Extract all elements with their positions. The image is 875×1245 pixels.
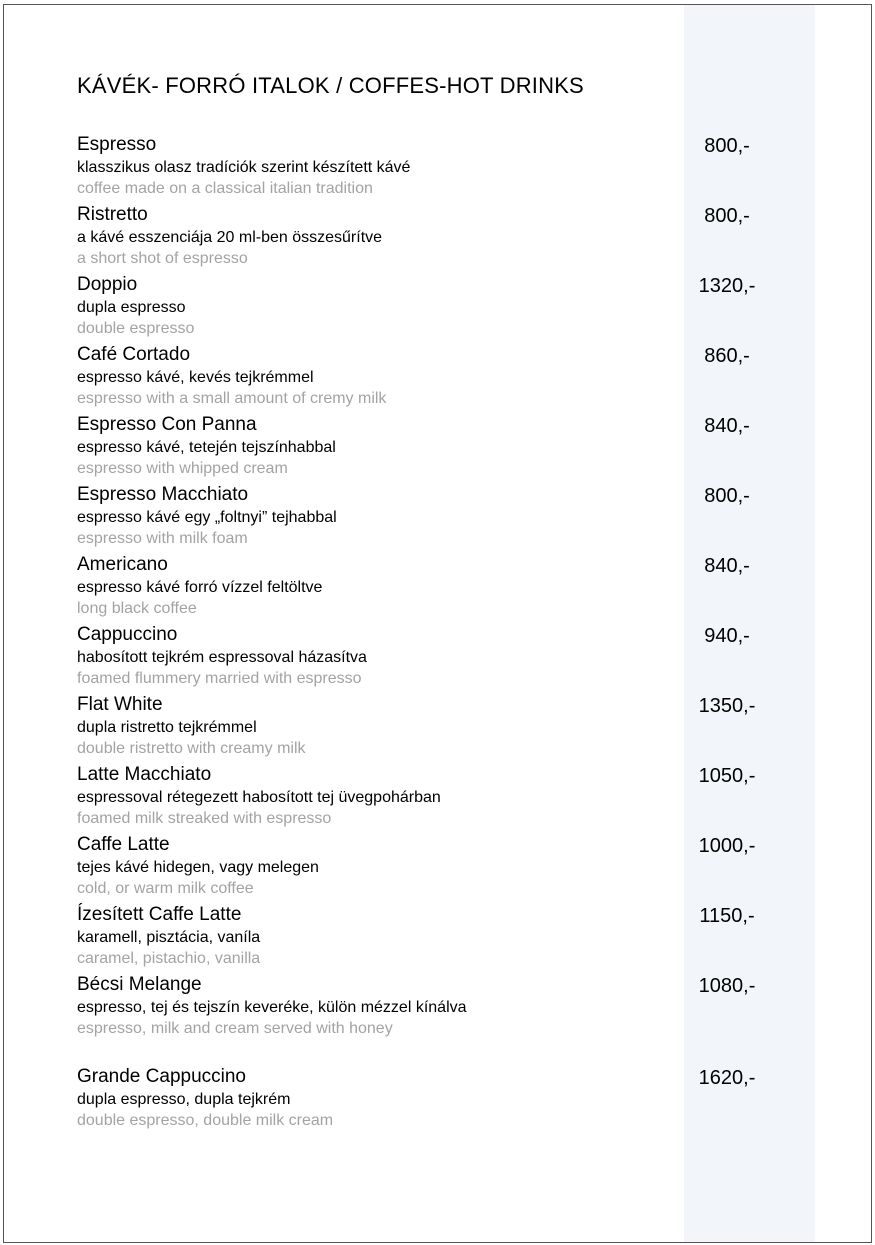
item-description-hungarian: dupla ristretto tejkrémmel [77,719,257,736]
item-price: 860,- [704,345,750,367]
item-description-english: espresso, milk and cream served with honey [77,1020,393,1037]
item-description-hungarian: tejes kávé hidegen, vagy melegen [77,859,319,876]
menu-item-americano [77,553,787,623]
item-description-english: coffee made on a classical italian tradition [77,180,373,197]
item-name: Flat White [77,694,163,715]
item-name: Doppio [77,274,138,295]
item-price: 1620,- [698,1067,756,1089]
item-price: 800,- [704,485,750,507]
item-description-english: double ristretto with creamy milk [77,740,306,757]
item-price: 1320,- [698,275,756,297]
item-price: 1000,- [698,835,756,857]
item-description-hungarian: espresso kávé forró vízzel feltöltve [77,579,323,596]
item-description-english: long black coffee [77,600,197,617]
item-price: 840,- [704,555,750,577]
item-price: 940,- [704,625,750,647]
item-price: 840,- [704,415,750,437]
item-price: 1150,- [699,905,755,927]
drinks-menu-list [77,133,787,1135]
item-description-english: double espresso, double milk cream [77,1112,334,1129]
item-name: Grande Cappuccino [77,1066,246,1087]
item-description-english: espresso with a small amount of cremy milk [77,390,387,407]
item-price: 1050,- [698,765,756,787]
menu-item-becsi-melange [77,973,787,1043]
item-description-hungarian: espresso kávé, tetején tejszínhabbal [77,439,336,456]
item-description-english: espresso with milk foam [77,530,248,547]
item-name: Espresso Con Panna [77,414,257,435]
item-description-hungarian: karamell, pisztácia, vaníla [77,929,261,946]
item-description-english: a short shot of espresso [77,250,248,267]
item-name: Cappuccino [77,624,178,645]
item-price: 800,- [704,205,750,227]
item-price: 1080,- [698,975,756,997]
item-description-english: foamed milk streaked with espresso [77,810,332,827]
menu-item-grande-cappuccino [77,1065,787,1135]
item-name: Ízesített Caffe Latte [77,904,242,925]
item-name: Caffe Latte [77,834,170,855]
item-description-hungarian: a kávé esszenciája 20 ml-ben összesűrítve [77,229,383,246]
item-name: Espresso Macchiato [77,484,249,505]
item-description-hungarian: espressoval rétegezett habosított tej üvegpohárban [77,789,441,806]
item-description-hungarian: espresso, tej és tejszín keveréke, külön mézzel kínálva [77,999,467,1016]
item-price: 1350,- [698,695,756,717]
item-name: Bécsi Melange [77,974,202,995]
item-description-english: foamed flummery married with espresso [77,670,362,687]
menu-item-espresso-macchiato [77,483,787,553]
menu-item-espresso-con-panna [77,413,787,483]
menu-item-flavoured-caffe-latte [77,903,787,973]
item-name: Latte Macchiato [77,764,212,785]
item-description-hungarian: espresso kávé egy „foltnyi” tejhabbal [77,509,337,526]
menu-item-cafe-cortado [77,343,787,413]
menu-item-espresso [77,133,787,203]
item-description-english: caramel, pistachio, vanilla [77,950,261,967]
item-description-english: double espresso [77,320,195,337]
menu-item-ristretto [77,203,787,273]
item-name: Ristretto [77,204,148,225]
item-description-hungarian: espresso kávé, kevés tejkrémmel [77,369,314,386]
item-name: Americano [77,554,168,575]
item-description-hungarian: habosított tejkrém espressoval házasítva [77,649,367,666]
item-name: Espresso [77,134,157,155]
menu-item-caffe-latte [77,833,787,903]
menu-item-latte-macchiato [77,763,787,833]
item-description-hungarian: dupla espresso [77,299,186,316]
item-description-hungarian: dupla espresso, dupla tejkrém [77,1091,291,1108]
item-description-english: espresso with whipped cream [77,460,288,477]
item-description-hungarian: klasszikus olasz tradíciók szerint készített kávé [77,159,411,176]
menu-item-cappuccino [77,623,787,693]
menu-item-doppio [77,273,787,343]
menu-item-flat-white [77,693,787,763]
item-price: 800,- [704,135,750,157]
item-name: Café Cortado [77,344,191,365]
item-description-english: cold, or warm milk coffee [77,880,254,897]
page-title: KÁVÉK- FORRÓ ITALOK / COFFES-HOT DRINKS [77,73,584,98]
